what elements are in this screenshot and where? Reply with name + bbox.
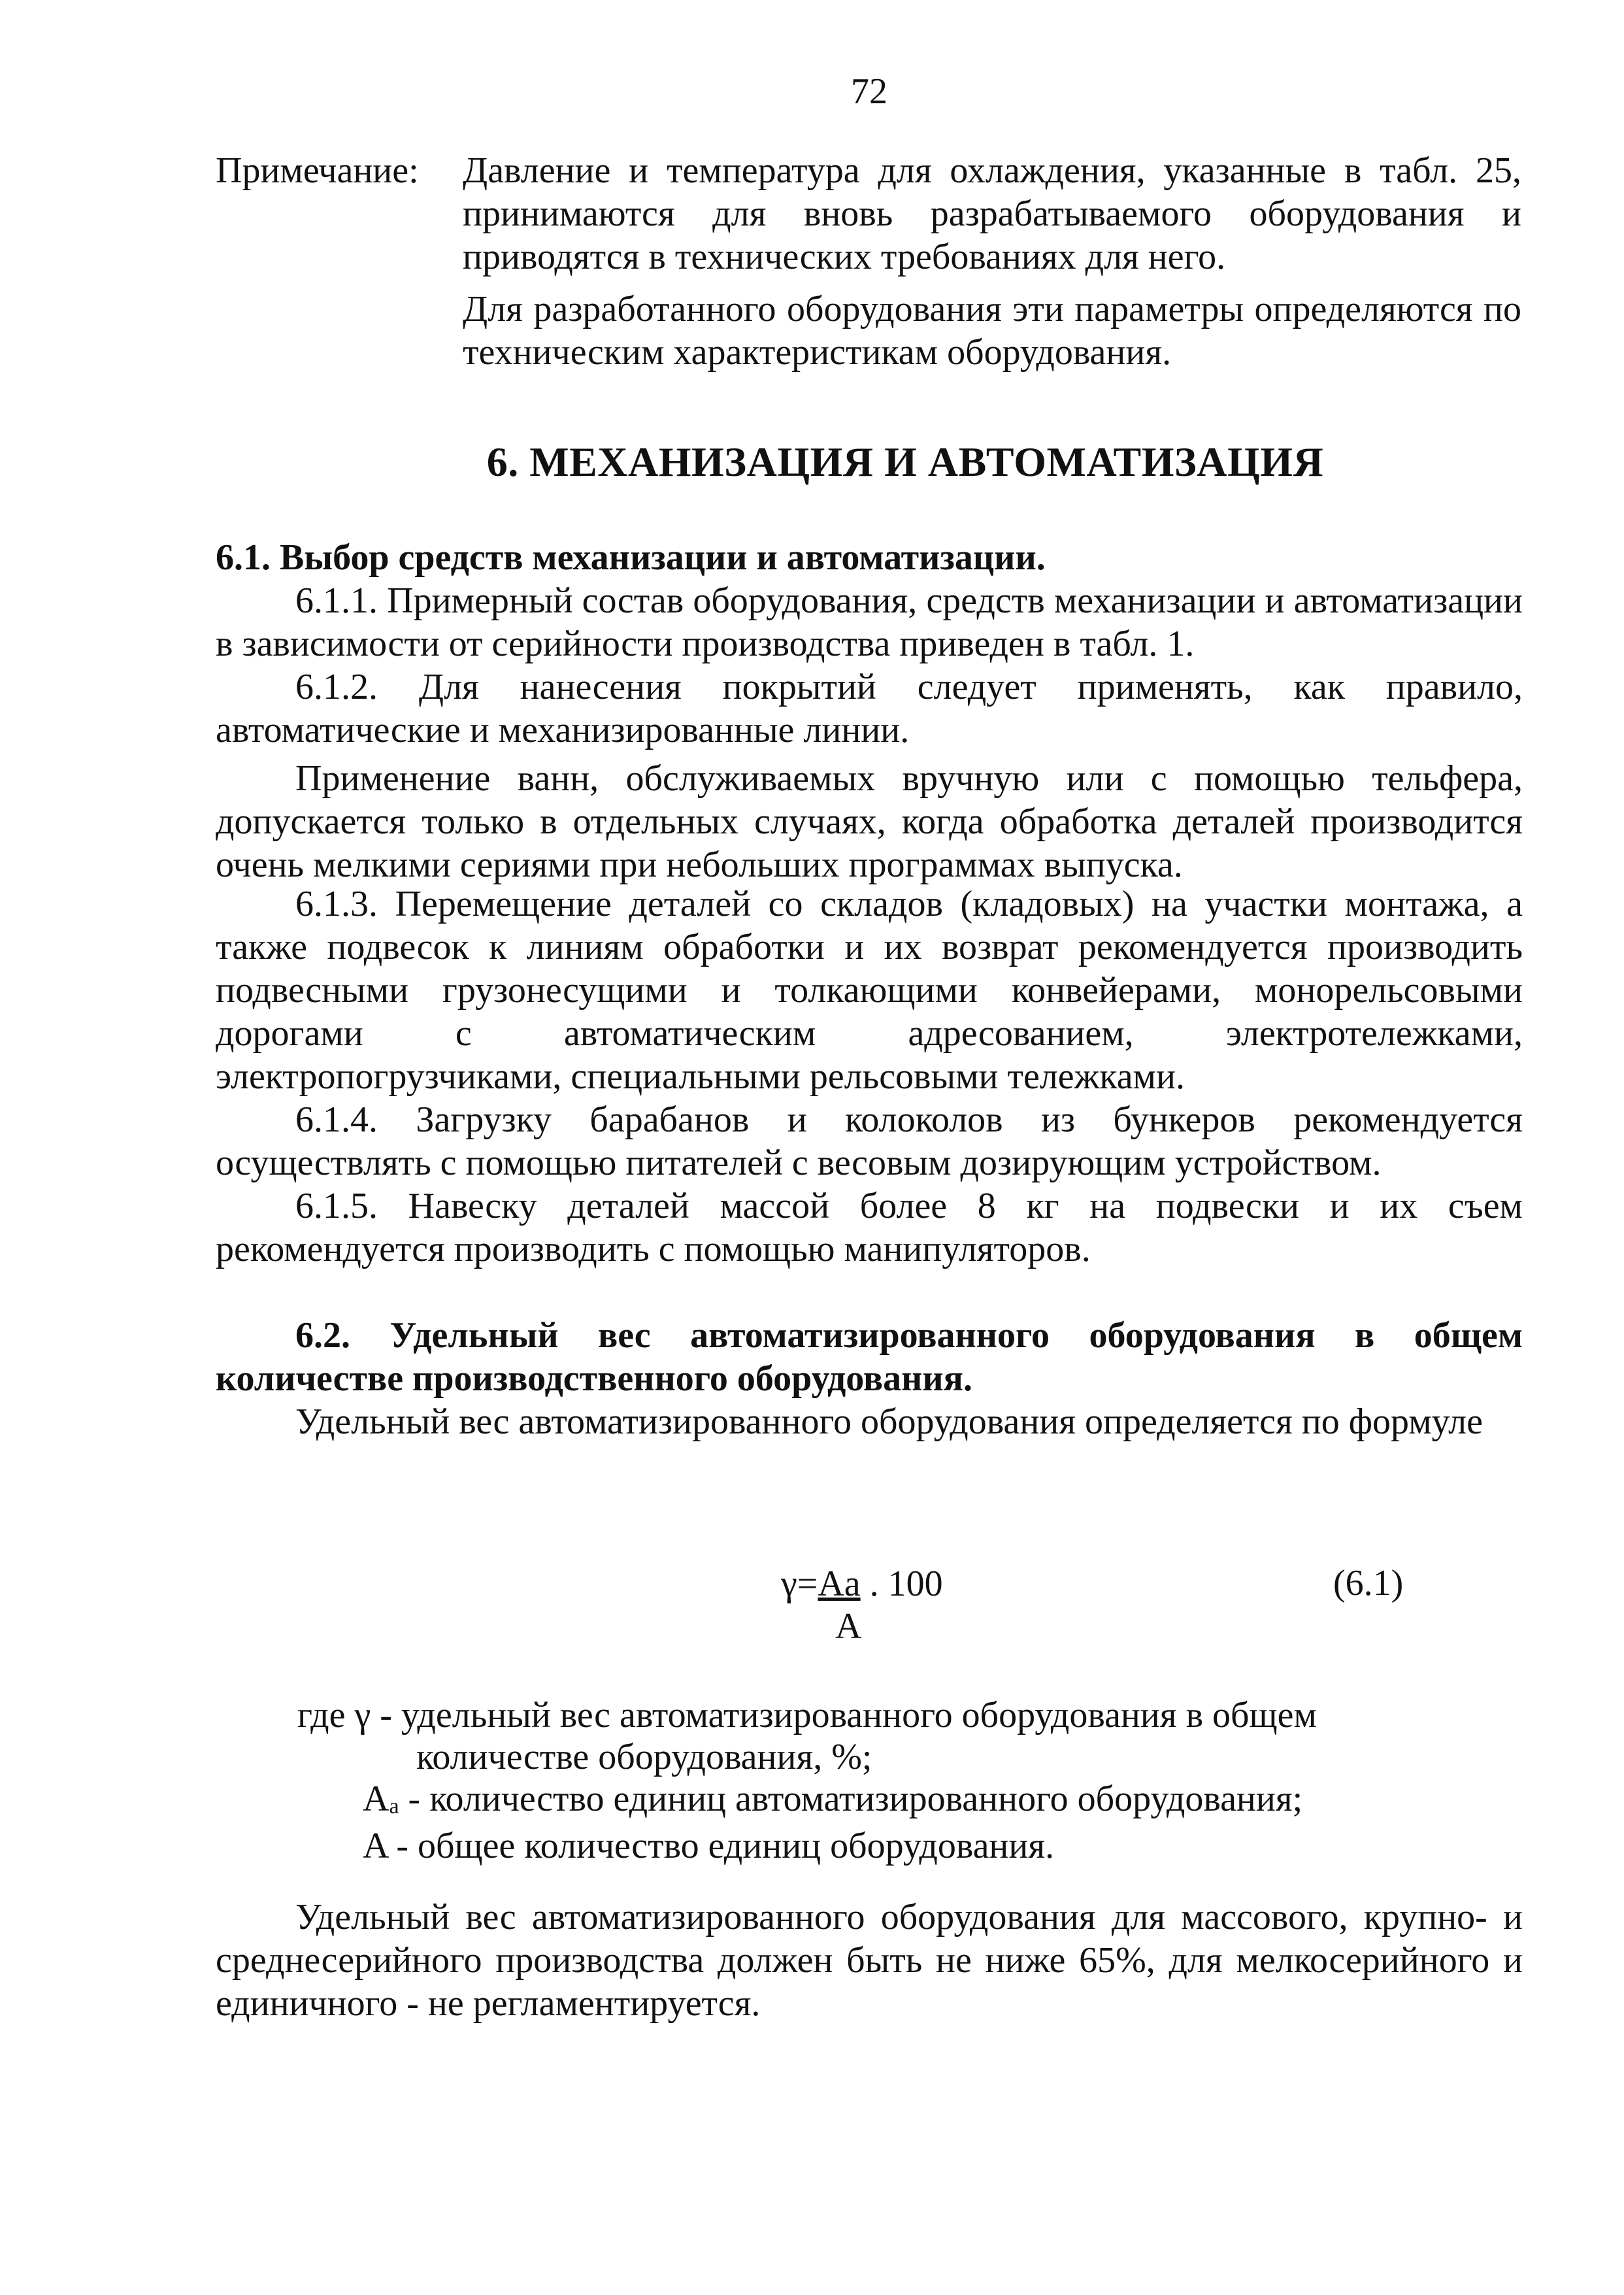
section-6-2-intro: Удельный вес автоматизированного оборудования определяется по формуле [295, 1401, 1483, 1442]
section-6-1-heading: 6.1. Выбор средств механизации и автоматизации. [216, 537, 1046, 578]
chapter-title: 6. МЕХАНИЗАЦИЯ И АВТОМАТИЗАЦИЯ [486, 439, 1324, 485]
legend-aa-symbol: A [363, 1779, 389, 1819]
note-label: Примечание: [216, 150, 419, 191]
formula-number: (6.1) [1333, 1563, 1404, 1603]
legend-gamma-line-2: количестве оборудования, %; [416, 1737, 872, 1777]
note-paragraph-2: Для разработанного оборудования эти параметры определяются по техническим характеристикам оборудования. [463, 289, 1521, 373]
paragraph-6-1-2: 6.1.2. Для нанесения покрытий следует применять, как правило, автоматические и механизированные линии. [216, 667, 1523, 750]
paragraph-6-1-4: 6.1.4. Загрузку барабанов и колоколов из бункеров рекомендуется осуществлять с помощью питателей с весовым дозирующим устройством. [216, 1099, 1523, 1183]
legend-aa-line [297, 1778, 1539, 1825]
legend-gamma-line-1: где γ - удельный вес автоматизированного оборудования в общем [297, 1695, 1317, 1735]
formula-legend [297, 1694, 1539, 1867]
legend-a-line: A - общее количество единиц оборудования. [363, 1826, 1055, 1866]
note-paragraph-1: Давление и температура для охлаждения, указанные в табл. 25, принимаются для вновь разрабатываемого оборудования и приводятся в технических требованиях для него. [463, 150, 1521, 277]
section-6-2-heading: 6.2. Удельный вес автоматизированного оборудования в общем количестве производственного оборудования. [216, 1315, 1523, 1399]
formula-denominator: A [835, 1606, 862, 1647]
formula-numerator: Aa [818, 1564, 861, 1604]
formula-6-1 [0, 1562, 1624, 1693]
paragraph-6-1-1: 6.1.1. Примерный состав оборудования, средств механизации и автоматизации в зависимости от серийности производства приведен в табл. 1. [216, 580, 1523, 664]
paragraph-6-1-5: 6.1.5. Навеску деталей массой более 8 кг на подвески и их съем рекомендуется производить с помощью манипуляторов. [216, 1186, 1523, 1269]
formula-multiplier: . 100 [860, 1564, 943, 1604]
paragraph-baths: Применение ванн, обслуживаемых вручную или с помощью тельфера, допускается только в отдельных случаях, когда обработка деталей производится очень мелкими сериями при небольших программах выпуска. [216, 758, 1523, 885]
paragraph-6-1-3: 6.1.3. Перемещение деталей со складов (кладовых) на участки монтажа, а также подвесок к линиям обработки и их возврат рекомендуется производить подвесными грузонесущими и толкающими конвейерами, монорельсовыми дорогами с автоматическим адресованием, электротележками, электропогрузчиками, специальными рельсовыми тележками. [216, 884, 1523, 1097]
legend-aa-subscript: a [389, 1794, 399, 1818]
page-number: 72 [851, 71, 887, 112]
conclusion-paragraph: Удельный вес автоматизированного оборудования для массового, крупно- и среднесерийного производства должен быть не ниже 65%, для мелкосерийного и единичного - не регламентируется. [216, 1897, 1523, 2024]
legend-aa-description: - количество единиц автоматизированного оборудования; [399, 1779, 1303, 1819]
formula-expression [781, 1562, 943, 1605]
note-body [463, 149, 1521, 374]
formula-lhs: γ= [781, 1564, 818, 1604]
